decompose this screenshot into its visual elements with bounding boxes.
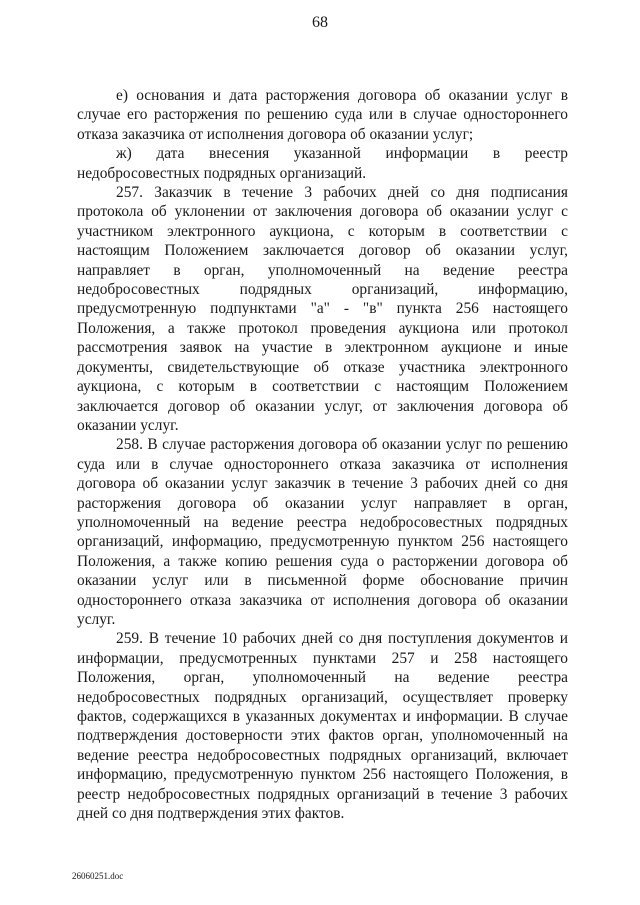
- paragraph-259: 259. В течение 10 рабочих дней со дня поступления документов и информации, предусмотренных пунктами 257 и 258 настоящего Положения, орган, уполномоченный на ведение реестра недобросовестных подрядных организаций, осуществляет проверку фактов, содержащихся в указанных документах и информации. В случае подтверждения достоверности этих фактов орган, уполномоченный на ведение реестра недобросовестных подрядных организаций, включает информацию, предусмотренную пунктом 256 настоящего Положения, в реестр недобросовестных подрядных организаций в течение 3 рабочих дней со дня подтверждения этих фактов.: [77, 630, 568, 823]
- document-body: [77, 86, 568, 823]
- paragraph-zh: ж) дата внесения указанной информации в реестр недобросовестных подрядных организаций.: [77, 145, 568, 182]
- paragraph-257: 257. Заказчик в течение 3 рабочих дней со дня подписания протокола об уклонении от заключения договора об оказании услуг с участником электронного аукциона, с которым в соответствии с настоящим Положением заключается договор об оказании услуг, направляет в орган, уполномоченный на ведение реестра недобросовестных подрядных организаций, информацию, предусмотренную подпунктами "а" - "в" пункта 256 настоящего Положения, а также протокол проведения аукциона или протокол рассмотрения заявок на участие в электронном аукционе и иные документы, свидетельствующие об отказе участника электронного аукциона, с которым в соответствии с настоящим Положением заключается договор об оказании услуг, от заключения договора об оказании услуг.: [77, 184, 568, 434]
- paragraph-e: е) основания и дата расторжения договора об оказании услуг в случае его расторжения по решению суда или в случае одностороннего отказа заказчика от исполнения договора об оказании услуг;: [77, 87, 568, 143]
- paragraph-258: 258. В случае расторжения договора об оказании услуг по решению суда или в случае одностороннего отказа заказчика от исполнения договора об оказании услуг заказчик в течение 3 рабочих дней со дня расторжения договора об оказании услуг направляет в орган, уполномоченный на ведение реестра недобросовестных подрядных организаций, информацию, предусмотренную пунктом 256 настоящего Положения, а также копию решения суда о расторжении договора об оказании услуг или в письменной форме обоснование причин одностороннего отказа заказчика от исполнения договора об оказании услуг.: [77, 436, 568, 628]
- footer-filename: 26060251.doc: [72, 871, 124, 881]
- page-number: 68: [312, 14, 328, 31]
